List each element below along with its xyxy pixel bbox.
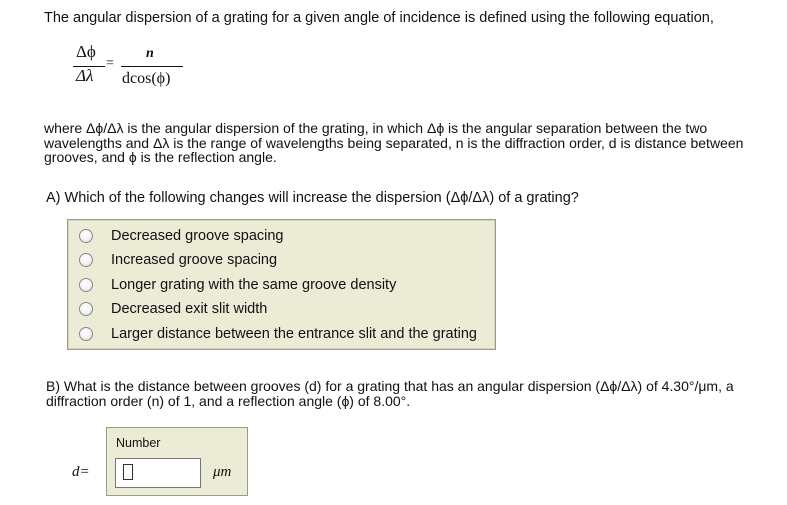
equation-lhs-denominator: Δλ <box>76 66 94 85</box>
option-larger-distance[interactable] <box>68 322 495 346</box>
equation-rhs-numerator: n <box>146 46 154 61</box>
question-a-prompt: A) Which of the following changes will increase the dispersion (Δϕ/Δλ) of a grating? <box>46 190 579 206</box>
equation-rhs-denominator: dcos(ϕ) <box>122 70 171 87</box>
input-cursor-box <box>123 464 133 480</box>
option-longer-grating[interactable] <box>68 273 495 297</box>
answer-variable-label: d= <box>72 464 90 480</box>
option-label: Increased groove spacing <box>111 252 278 268</box>
answer-unit: μm <box>213 464 232 480</box>
description-paragraph: where Δϕ/Δλ is the angular dispersion of the grating, in which Δϕ is the angular separation between the two wavelengths and Δλ is the range of wavelengths being separated, n is the diffraction order, d is distance between grooves, and ϕ is the reflection angle. <box>44 120 744 165</box>
intro-text: The angular dispersion of a grating for a given angle of incidence is defined using the following equation, <box>44 10 714 26</box>
option-label: Longer grating with the same groove density <box>111 277 397 293</box>
radio-button[interactable] <box>79 327 93 341</box>
option-increased-groove-spacing[interactable] <box>68 248 495 272</box>
radio-button[interactable] <box>79 253 93 267</box>
option-decreased-exit-slit[interactable] <box>68 297 495 321</box>
answer-options-panel <box>67 219 496 350</box>
radio-button[interactable] <box>79 278 93 292</box>
question-b-prompt: B) What is the distance between grooves (d) for a grating that has an angular dispersion (Δϕ/Δλ) of 4.30°/μm, a diffraction order (n) of 1, and a reflection angle (ϕ) of 8.00°. <box>46 378 734 409</box>
option-decreased-groove-spacing[interactable] <box>68 224 495 248</box>
equation-equals: = <box>106 56 114 71</box>
option-label: Decreased groove spacing <box>111 228 284 244</box>
equation-lhs-numerator: Δϕ <box>76 42 96 61</box>
equation-rhs-fraction-bar <box>121 66 183 67</box>
option-label: Decreased exit slit width <box>111 301 268 317</box>
number-label: Number <box>116 436 161 450</box>
radio-button[interactable] <box>79 302 93 316</box>
option-label: Larger distance between the entrance slit and the grating <box>111 326 477 342</box>
radio-button[interactable] <box>79 229 93 243</box>
number-answer-panel <box>106 427 248 496</box>
